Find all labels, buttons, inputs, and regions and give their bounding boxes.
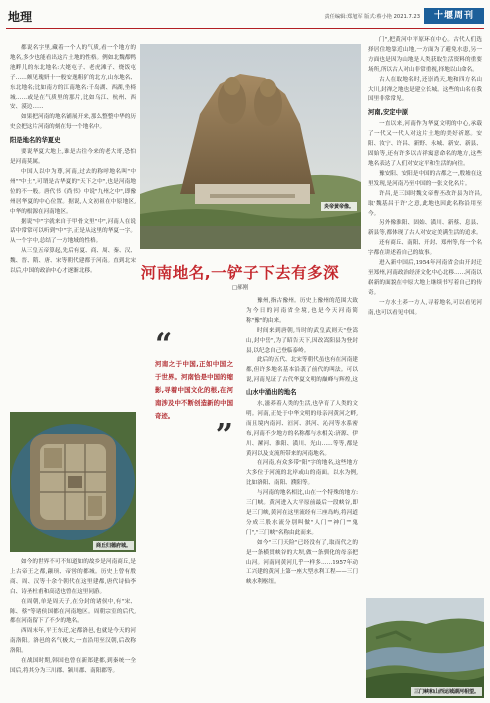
paragraph: 豫安阳、安阳是中国的古都之一,殷墟在这里发现,是河南乃至中国的一张文化名片。 <box>368 170 482 187</box>
editor-meta: 责任编辑:郑旭军 版式:蔡小艳 2021.7.23 <box>324 14 420 20</box>
paragraph: 一直以来,河南作为华夏文明的中心,承载了一代又一代人对这片土地的美好祈愿。安阳、汝宁、许昌、新野、永城、新安、新县、固始等,还有许多以吉祥寓意命名的地方,这些地名表达了人们对安定平和生活的向往。 <box>368 121 482 167</box>
paragraph: 许昌,是三国时魏文帝曹丕改许县为许昌,取'魏基昌于许'之意,此地也因此名称沿用至今。 <box>368 190 482 217</box>
paragraph: 西周末年,平王东迁,定都洛邑,也就是今天的河南洛阳。洛邑的名气极大,一直沿用至汉朝,后改称洛阳。 <box>10 628 136 655</box>
paragraph: 此后的五代、北宋等朝代虽也有在河南建都,但许多地名基本沿袭了前代的叫法。可以说,河南见证了古代华夏文明的巅峰与辉煌,这 <box>246 357 358 383</box>
page-header <box>6 6 484 29</box>
photo-caption: 三门峡和山西运城湖河相望。 <box>411 687 482 696</box>
column-3 <box>368 36 482 596</box>
column-2-intro <box>246 297 358 383</box>
subheading: 山水中涌出的地名 <box>246 389 297 396</box>
column-1-bottom <box>10 558 136 698</box>
paragraph: 另外像淮阳、固始、潢川、新蔡、息县、新县等,都体现了古人对安定美满生活的追求。 <box>368 220 482 237</box>
subheading: 河南,安定中原 <box>368 109 409 117</box>
article-title: 河南地名,一铲子下去有多深 <box>140 264 340 282</box>
section-title: 地理 <box>8 10 33 24</box>
paragraph: 在战国时期,韩国也曾在新郑建都,到秦统一全国后,将其分为三川郡、颍川郡、南阳郡等。 <box>10 658 136 674</box>
paragraph: 与河南的地名相比,山在一个特殊的地方:三门峡。黄河进入大平原前最后一段峡谷,即是三门峡,黄河在这里流经有三座岛屿,将河道分成三股水流分别叫做"人门""神门""鬼门","三门峡"名称由此而来。 <box>246 490 358 536</box>
column-1-top <box>10 44 136 408</box>
column-2-body <box>246 385 358 697</box>
photo-image <box>140 44 361 249</box>
sanmenxia-photo <box>366 598 484 698</box>
paragraph: 在河南,有众多带"阳"字的地名,这些地方大多位于河流的北岸或山的南面。以水为例,比如洛阳、南阳、濮阳等。 <box>246 460 358 487</box>
paragraph: 时间来到唐朝,当时的武皇武则天"登嵩山,封中岳",为了昭告天下,因改嵩阳县为登封县,以纪念自己登临泰岭。 <box>246 327 358 354</box>
paragraph: 据说"中"字就来自于甲骨文里"中",河南人在说话中常常可以听到"中"字,正是从这里的华夏一字。从一个字中,总结了一方地域的性格。 <box>10 218 136 245</box>
paragraph: 古人在取地名时,还崇尚天,地和四方名山大川,封禅之地也是建立长城。这些的山名在我国里非常常见。 <box>368 76 482 103</box>
photo-caption: 商丘归德府城。 <box>93 541 134 550</box>
paragraph: 如今"三门天险"已经没有了,取而代之的是一条横贯峡谷的大坝,做一条驯化的母亲把山河。河南同黄河几乎一样多……1957年动工兴建的黄河上第一座大型水利工程——三门峡水利枢纽。 <box>246 539 358 586</box>
yan-huang-statue-photo <box>140 44 361 249</box>
paragraph: 在周朝,单是周天子,在分封的诸侯中,有"宋、陈、蔡"等诸侯国都在河南地区。周朝宗室的后代,都在河南留下了不少的地名。 <box>10 598 136 625</box>
paragraph: 豫州,指古豫州。历史上豫州的范围大致为今日的河南省全境,也是今天河南简称"豫"的由来。 <box>246 298 358 324</box>
pull-quote <box>155 327 233 453</box>
photo-image <box>10 412 136 552</box>
paragraph: 中国人以中为尊,河南,过去的称呼地名叫"中州""中土",可谓是古华夏的"天下之中",也是河南地位的不一般。唐代书《尚书》中说"九州之中",即豫州居华夏的中心位置。据说,人文初祖在中原地区,中华的根源在河南地区。 <box>10 168 136 215</box>
subheading: 阳是地名的华夏史 <box>10 137 61 145</box>
paragraph: 从三皇五帝算起,先后有夏、商、周、秦、汉、魏、晋、隋、唐、宋等朝代建都于河南。直到北宋以后,中国的政治中心才逐渐北移。 <box>10 248 136 275</box>
paragraph: 一方水土养一方人,寻着地名,可以看见河南,也可以看见中国。 <box>368 299 482 316</box>
paragraph: 如果把河南的地名铺展开来,那么整整中华的历史会把这片河南的刻在每一个地名中。 <box>10 114 136 131</box>
paragraph: 都说名字里,藏着一个人的气质,看一个地方的地名,多少也能看出这片土地的性格。例如北魏都鸭池畔儿的东北地名:大姥屯子、老虎滩子、烧饭屯子……颇见瑰妍十一般安逸粗犷的北方,山东地名、东北地名;比如南方的江南地名:千岛湖、西湖,坐椅城……或是在气质里的那片,比如乌江、杭州、西安、漠边…… <box>10 45 136 111</box>
paragraph: 进入新中国后,1954年河南省会由开封迁至郑州,河南政治经济文化中心北移……河南以崭新的面貌在中原大地上继续书写着自己的传奇。 <box>368 260 482 296</box>
paragraph: 如今的世界不可不知道如的故乡是河南商丘,是上古帝王之都,颛顼、帝喾的都城。历史上曾有殷商、周、汉等十余个朝代在这里建都,唐代诗仙李白、诗圣杜甫和高适也曾在这里同游。 <box>10 559 136 595</box>
article-author: □郝刚 <box>231 285 249 291</box>
paragraph: 要说华夏大地上,谁是古往今来的老大哥,恐怕是河南莫属。 <box>10 149 136 166</box>
photo-image <box>366 598 484 698</box>
paragraph: 还有商丘、南阳、开封、郑州等,每一个名字都在讲述着自己的故事。 <box>368 240 482 257</box>
photo-caption: 炎帝黄帝像。 <box>321 202 357 211</box>
masthead-logo: 十堰周刊 <box>424 8 484 24</box>
open-quote-icon: “ <box>155 327 173 362</box>
paragraph: 水,滋养着人类的生活,也孕育了人类的文明。河南,正处于中华文明的母亲河黄河之畔,而且境内南河、洹河、淇河、沁河等水系密布,河南不少地方的名称都与水相关:济源、伊川、漯河、淮阳、潢川、光山……等等,都是黄河以及支流所带来的河南地名。 <box>246 401 358 457</box>
pull-quote-text: 河南之于中国,正如中国之于世界。河南恰是中国的缩影,寻着中国文化的根,在河南涉及中不断创造新的中国奇迹。 <box>155 360 233 420</box>
close-quote-icon: ” <box>215 418 233 453</box>
shangqiu-city-photo <box>10 412 136 552</box>
paragraph: 门",把黄河中平原环在中心。古代人们选择居住地靠近山地,一方面为了避免水患,另一方面也是因为山地是人类获取生活资料的重要场所,所以古人对山非常重视,择地以山命名。 <box>368 37 482 73</box>
